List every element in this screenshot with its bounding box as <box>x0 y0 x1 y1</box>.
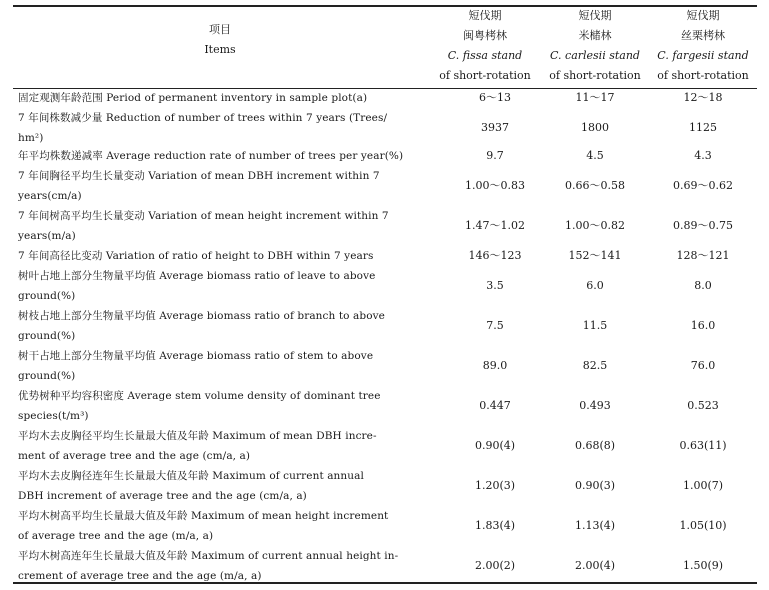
row-value-col-1: 0.447 <box>479 399 511 412</box>
header-item-cn: 项目 <box>209 23 231 36</box>
row-value-col-3: 1125 <box>689 121 717 134</box>
row-item-line-1: 7 年间株数减少量 Reduction of number of trees within 7 years (Trees/ <box>18 112 388 124</box>
header-c1-en2: of short-rotation <box>439 69 531 82</box>
row-item-line-1: 平均木树高平均生长量最大值及年龄 Maximum of mean height increment <box>18 510 389 522</box>
row-value-col-1: 3937 <box>481 121 509 134</box>
row-value-col-2: 82.5 <box>582 359 608 372</box>
row-item-label <box>18 466 428 506</box>
row-value-col-2: 2.00(4) <box>574 559 616 572</box>
header-c1-cn1: 短伐期 <box>468 9 502 22</box>
row-item-label <box>18 88 428 108</box>
table-top-rule <box>13 5 757 7</box>
row-item-label <box>18 546 428 586</box>
row-value-col-2: 152～141 <box>568 249 622 262</box>
header-c2-en1: C. carlesii stand <box>550 49 640 62</box>
row-value-col-1: 1.83(4) <box>474 519 516 532</box>
row-value-col-3: 0.89～0.75 <box>673 219 733 232</box>
row-value-col-2: 0.90(3) <box>574 479 616 492</box>
row-value-col-3: 128～121 <box>676 249 730 262</box>
row-value-col-2: 11～17 <box>575 91 615 104</box>
row-item-line-1: 平均木树高连年生长量最大值及年龄 Maximum of current annual height in- <box>18 550 399 562</box>
row-item-line-1: 年平均株数递减率 Average reduction rate of number of trees per year(%) <box>18 150 404 162</box>
header-c1-cn2: 闽粤栲林 <box>463 29 507 42</box>
row-value-col-1: 1.20(3) <box>474 479 516 492</box>
row-value-col-3: 1.05(10) <box>679 519 727 532</box>
row-value-col-1: 89.0 <box>482 359 508 372</box>
row-item-label <box>18 146 428 166</box>
row-value-col-3: 8.0 <box>694 279 712 292</box>
table-bottom-rule <box>13 582 757 584</box>
row-item-line-2: of average tree and the age (m/a, a) <box>18 530 214 542</box>
header-c3-en1: C. fargesii stand <box>657 49 749 62</box>
row-item-label <box>18 206 428 246</box>
row-value-col-3: 1.50(9) <box>682 559 724 572</box>
row-item-label <box>18 306 428 346</box>
row-item-label <box>18 506 428 546</box>
row-item-line-2: ground(%) <box>18 370 76 382</box>
row-item-line-2: years(cm/a) <box>18 190 82 202</box>
header-c2-en2: of short-rotation <box>549 69 641 82</box>
row-item-label <box>18 166 428 206</box>
row-item-line-1: 7 年间树高平均生长量变动 Variation of mean height increment within 7 <box>18 210 389 222</box>
row-value-col-3: 76.0 <box>690 359 716 372</box>
row-value-col-1: 6～13 <box>479 91 511 104</box>
row-item-label <box>18 426 428 466</box>
row-item-line-2: years(m/a) <box>18 230 76 242</box>
row-item-label <box>18 386 428 426</box>
row-value-col-1: 0.90(4) <box>474 439 516 452</box>
row-value-col-1: 3.5 <box>486 279 504 292</box>
header-c3-cn1: 短伐期 <box>686 9 720 22</box>
row-item-line-2: crement of average tree and the age (m/a, a) <box>18 570 262 582</box>
row-value-col-2: 1.00～0.82 <box>565 219 625 232</box>
row-value-col-2: 4.5 <box>586 149 604 162</box>
header-c-carlesii <box>545 6 645 88</box>
row-value-col-1: 9.7 <box>486 149 504 162</box>
row-item-line-2: ment of average tree and the age (cm/a, a) <box>18 450 251 462</box>
row-item-line-1: 平均木去皮胸径连年生长量最大值及年龄 Maximum of current annual <box>18 470 364 482</box>
row-value-col-3: 0.523 <box>687 399 719 412</box>
row-value-col-2: 11.5 <box>582 319 608 332</box>
row-value-col-2: 1800 <box>581 121 609 134</box>
row-value-col-1: 1.47～1.02 <box>465 219 525 232</box>
row-value-col-2: 6.0 <box>586 279 604 292</box>
row-value-col-3: 1.00(7) <box>682 479 724 492</box>
header-c-fargesii <box>648 6 758 88</box>
row-value-col-3: 4.3 <box>694 149 712 162</box>
row-item-line-1: 树干占地上部分生物量平均值 Average biomass ratio of stem to above <box>18 350 374 362</box>
row-item-line-2: DBH increment of average tree and the age (cm/a, a) <box>18 490 307 502</box>
row-item-line-1: 平均木去皮胸径平均生长量最大值及年龄 Maximum of mean DBH incre- <box>18 430 377 442</box>
row-item-line-1: 优势树种平均容积密度 Average stem volume density of dominant tree <box>18 390 381 402</box>
row-item-label <box>18 246 428 266</box>
row-value-col-2: 0.68(8) <box>574 439 616 452</box>
header-c2-cn1: 短伐期 <box>578 9 612 22</box>
header-c3-en2: of short-rotation <box>657 69 749 82</box>
row-value-col-2: 1.13(4) <box>574 519 616 532</box>
header-c-fissa <box>430 6 540 88</box>
row-value-col-3: 16.0 <box>690 319 716 332</box>
row-item-line-2: ground(%) <box>18 290 76 302</box>
header-c1-en1: C. fissa stand <box>447 49 523 62</box>
row-value-col-3: 0.63(11) <box>679 439 727 452</box>
row-item-line-1: 树叶占地上部分生物量平均值 Average biomass ratio of leave to above <box>18 270 376 282</box>
row-value-col-1: 1.00～0.83 <box>465 179 525 192</box>
row-value-col-2: 0.66～0.58 <box>565 179 625 192</box>
header-c3-cn2: 丝栗栲林 <box>681 29 725 42</box>
row-item-line-2: ground(%) <box>18 330 76 342</box>
row-value-col-3: 0.69～0.62 <box>673 179 733 192</box>
row-value-col-2: 0.493 <box>579 399 611 412</box>
row-item-label <box>18 346 428 386</box>
row-value-col-3: 12～18 <box>683 91 723 104</box>
row-item-label <box>18 108 428 148</box>
row-item-line-2: hm²) <box>18 132 44 144</box>
row-item-line-2: species(t/m³) <box>18 410 89 422</box>
row-item-line-1: 树枝占地上部分生物量平均值 Average biomass ratio of branch to above <box>18 310 385 322</box>
row-item-line-1: 7 年间胸径平均生长量变动 Variation of mean DBH increment within 7 <box>18 170 380 182</box>
header-item-en: Items <box>204 43 236 56</box>
row-value-col-1: 2.00(2) <box>474 559 516 572</box>
row-item-line-1: 固定观测年龄范围 Period of permanent inventory in sample plot(a) <box>18 92 368 104</box>
row-value-col-1: 146～123 <box>468 249 522 262</box>
row-item-label <box>18 266 428 306</box>
row-value-col-1: 7.5 <box>486 319 504 332</box>
header-c2-cn2: 米槠林 <box>578 29 612 42</box>
row-item-line-1: 7 年间高径比变动 Variation of ratio of height to DBH within 7 years <box>18 250 374 262</box>
